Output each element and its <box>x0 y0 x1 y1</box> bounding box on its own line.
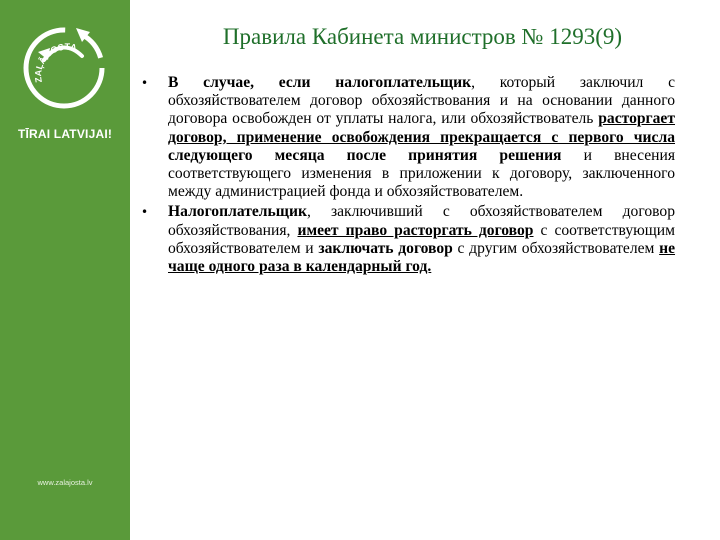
zala-josta-logo <box>16 20 112 110</box>
bullet-dot-icon: • <box>141 205 149 220</box>
bullet-text-segment: и внесения соответствующего изменения в приложении к договору, заключенного между администрацией фонда и обхозяйствователем. <box>168 146 675 201</box>
bullet-text-segment: не чаще одного раза в календарный год. <box>168 239 676 276</box>
bullet-text-segment: следующего месяца после принятия решения <box>168 146 562 164</box>
bullet-text-segment: с соответствующим обхозяйствователем и <box>168 221 676 257</box>
brand-slogan: TĪRAI LATVIJAI! <box>17 127 113 141</box>
bullet-dot-icon: • <box>141 76 149 90</box>
bullet-text-segment: , который заключил с обхозяйствователем договор обхозяйствования и на основании данного договора освобожден от уплаты налога, или обхозяйствователь <box>168 74 675 128</box>
svg-text:ZAĻĀ JOSTA <box>33 42 78 84</box>
bullet-list <box>138 74 675 278</box>
bullet-item <box>138 74 675 201</box>
website-link: www.zalajosta.lv <box>37 478 93 487</box>
bullet-text-segment: заключать договор <box>318 239 453 257</box>
bullet-text-segment: с другим обхозяйствователем <box>452 239 660 257</box>
sidebar <box>0 0 130 540</box>
bullet-text-segment: Налогоплательщик <box>168 203 307 221</box>
bullet-text-segment: имеет право расторгать договор <box>297 221 534 239</box>
bullet-item <box>138 203 675 276</box>
bullet-text-segment: В случае, если налогоплательщик <box>168 74 472 91</box>
slide-title: Правила Кабинета министров № 1293(9) <box>222 24 623 49</box>
logo-text: ZAĻĀ JOSTA <box>33 41 78 84</box>
bullet-text-segment: , заключивший с обхозяйствователем договор обхозяйствования, <box>168 203 675 239</box>
bullet-text-segment: расторгает договор, применение освобождения прекращается с первого числа <box>168 110 675 146</box>
